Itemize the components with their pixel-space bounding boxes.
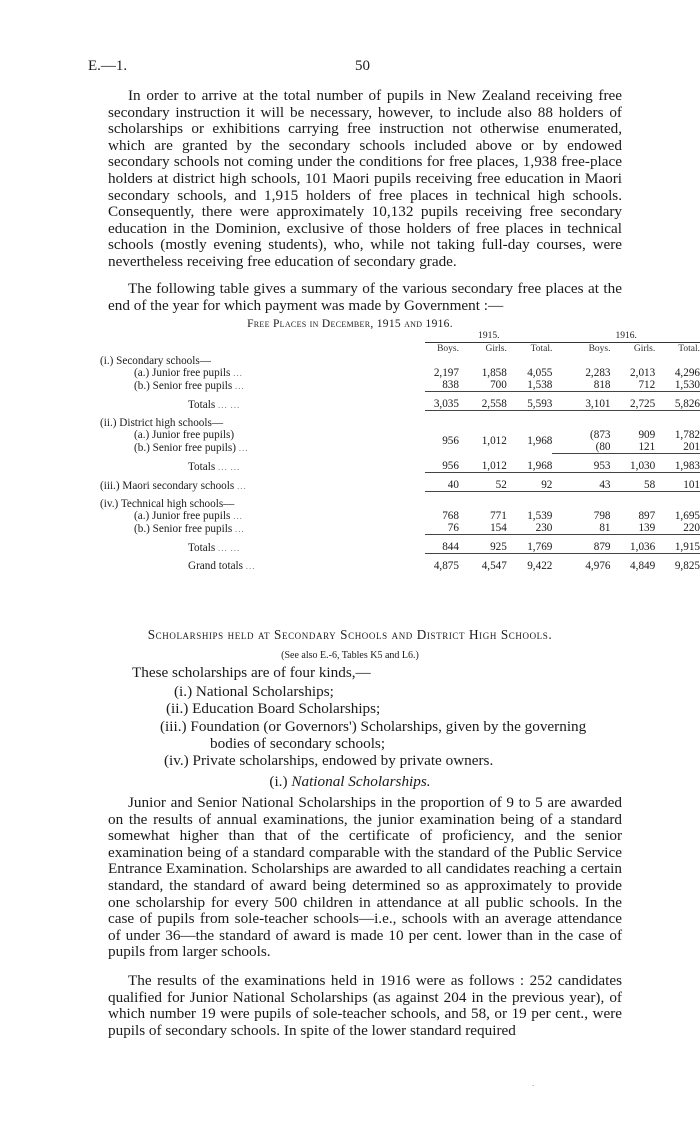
bracket: (: [595, 441, 600, 453]
table-cell: 1,530: [655, 379, 700, 392]
table-cell: 9,422: [527, 560, 553, 572]
table-row-grand-totals: [100, 560, 700, 572]
table-cell: 80: [599, 441, 611, 453]
table-cell: 1,539: [527, 510, 553, 522]
table-row-totals: [100, 398, 700, 411]
leader-dots: ...: [230, 399, 241, 410]
page-mark: .: [532, 1078, 535, 1088]
col-boys-1915: Boys.: [437, 344, 459, 354]
row-label: Totals: [188, 398, 216, 411]
leader-dots: ...: [217, 399, 228, 410]
table-row: [100, 510, 700, 522]
leader-dots: ...: [217, 461, 228, 472]
table-row: [100, 441, 700, 454]
row-label: (iv.) Technical high schools—: [100, 498, 235, 510]
table-cell: 2,725: [611, 398, 656, 411]
table-cell: 220: [655, 522, 700, 535]
scholarship-kinds-list: [160, 683, 630, 769]
table-cell: 52: [459, 479, 507, 492]
row-label: Totals: [188, 460, 216, 473]
paragraph-free-secondary-total: In order to arrive at the total number of pupils in New Zealand receiving free secondary instruction it will be necessary, however, to include also 88 holders of scholarships or exhibitions carrying free instruction not otherwise enumerated, which are granted by the secondary schools included above or by endowed secondary schools not coming under the conditions for free places, 1,938 free-place holders at district high schools, 101 Maori pupils receiving free education in Maori secondary schools, and 1,915 holders of free places in technical high schools. Consequently, there were approximately 10,132 pupils receiving free secondary education in the Dominion, exclusive of those holders of free places in technical schools (mostly evening students), who, while not taking full-day courses, were nevertheless receiving free education of secondary grade.: [108, 87, 622, 270]
leader-dots: ...: [217, 542, 228, 553]
table-row-totals: [100, 541, 700, 554]
table-cell: 3,101: [552, 398, 610, 411]
col-total-1915: Total.: [530, 344, 553, 354]
bracket: ): [232, 441, 236, 454]
year-1915: 1915.: [425, 330, 552, 343]
table-cell: 1,968: [527, 435, 553, 448]
table-cell: 712: [611, 379, 656, 392]
row-label: (a.) Junior free pupils: [134, 510, 231, 522]
row-label: Grand totals: [188, 560, 243, 572]
table-cell: 818: [552, 379, 610, 392]
leader-dots: ...: [233, 511, 243, 521]
row-label: (b.) Senior free pupils: [134, 441, 233, 454]
paragraph-1916-results: The results of the examinations held in 1916 were as follows : 252 candidates qualified for Junior National Scholarships (as against 204 in the previous year), of which number 19 were pupils of sole-teacher schools, and 58, or 19 per cent., were pupils of secondary schools. In spite of the lower standard required: [108, 972, 622, 1039]
table-cell: 1,695: [674, 510, 700, 522]
table-cell: 1,983: [655, 460, 700, 473]
table-cell: 879: [552, 541, 610, 554]
list-item: (i.) National Scholarships;: [174, 683, 334, 700]
table-cell: 1,769: [507, 541, 553, 554]
leader-dots: ...: [233, 368, 243, 378]
subsection-title: National Scholarships.: [291, 773, 431, 790]
table-cell: 230: [507, 522, 553, 535]
table-row: [100, 498, 700, 510]
table-header-row: [100, 343, 700, 356]
table-cell: 844: [425, 541, 459, 554]
row-label: (b.) Senior free pupils: [134, 522, 233, 535]
table-cell: 154: [459, 522, 507, 535]
col-girls-1915: Girls.: [485, 344, 507, 354]
row-label: (a.) Junior free pupils: [134, 429, 231, 441]
table-row: [100, 417, 700, 429]
table-cell: 3,035: [425, 398, 459, 411]
bracket: (: [589, 429, 594, 441]
table-cell: 58: [611, 479, 656, 492]
row-label: (ii.) District high schools—: [100, 417, 224, 429]
table-cell: 1,030: [611, 460, 656, 473]
table-cell: 956: [442, 435, 459, 448]
table-row: [100, 355, 700, 367]
table-cell: 4,849: [630, 560, 656, 572]
row-label: (i.) Secondary schools—: [100, 355, 211, 367]
table-cell: 897: [638, 510, 656, 522]
leader-dots: ...: [245, 561, 256, 571]
scholarships-intro: These scholarships are of four kinds,—: [132, 664, 371, 681]
document-reference: E.—1.: [88, 58, 128, 74]
list-item: (iv.) Private scholarships, endowed by private owners.: [164, 752, 494, 770]
table-cell: 1,036: [611, 541, 656, 554]
table-cell: 1,782: [674, 429, 700, 441]
table-cell: 43: [552, 479, 610, 492]
table-cell: 92: [507, 479, 553, 492]
table-cell: 139: [611, 522, 656, 535]
table-cell: 838: [425, 379, 459, 392]
table-cell: 101: [655, 479, 700, 492]
row-label: (b.) Senior free pupils: [134, 379, 233, 392]
paragraph-table-intro: The following table gives a summary of the various secondary free places at the end of the year for which payment was made by Government :—: [108, 280, 622, 314]
table-cell: 2,283: [585, 367, 611, 379]
table-cell: 4,296: [674, 367, 700, 379]
leader-dots: ...: [234, 380, 245, 391]
table-cell: 798: [593, 510, 611, 522]
table-row: [100, 379, 700, 392]
section-note: (See also E.-6, Tables K5 and L6.): [281, 650, 419, 661]
table-row-totals: [100, 460, 700, 473]
col-boys-1916: Boys.: [588, 344, 611, 354]
table-cell: 700: [459, 379, 507, 392]
table-title: Free Places in December, 1915 and 1916.: [247, 318, 453, 330]
subsection-heading: [0, 773, 700, 791]
table-cell: 1,012: [459, 460, 507, 473]
table-cell: 5,593: [507, 398, 553, 411]
leader-dots: ...: [237, 480, 247, 491]
row-label: (iii.) Maori secondary schools: [100, 479, 235, 492]
section-title: Scholarships held at Secondary Schools and District High Schools.: [147, 627, 553, 642]
table-cell: 2,558: [459, 398, 507, 411]
table-row: [100, 429, 700, 441]
row-label: (a.) Junior free pupils: [134, 367, 231, 379]
table-row: [100, 522, 700, 535]
table-cell: 1,968: [507, 460, 553, 473]
list-item: (iii.) Foundation (or Governors') Scholarships, given by the governing: [160, 717, 587, 735]
table-year-row: [100, 330, 700, 343]
year-1916: 1916.: [552, 330, 700, 343]
table-cell: 40: [425, 479, 459, 492]
free-places-table: [100, 330, 700, 572]
table-cell: 1,538: [507, 379, 553, 392]
leader-dots: ...: [234, 523, 245, 534]
table-cell: 4,547: [481, 560, 507, 572]
table-cell: 5,826: [655, 398, 700, 411]
table-cell: 873: [593, 429, 611, 441]
leader-dots: ...: [230, 542, 241, 553]
table-cell: 121: [611, 441, 656, 454]
paragraph-national-scholarships: Junior and Senior National Scholarships in the proportion of 9 to 5 are awarded on the results of annual examinations, the junior examination being of a standard somewhat higher than that of the certificate of proficiency, and the senior examination being of a standard comparable with the standard of the Public Service Entrance Examination. Scholarships are awarded to all candidates reaching a certain standard, the standard of award being determined so as approximately to provide one scholarship for every 500 children in attendance at all public schools. In the case of pupils from sole-teacher schools—i.e., schools with an average attendance of under 36—the standard of award is made 10 per cent. lower than in the case of pupils from larger schools.: [108, 794, 622, 961]
table-cell: 81: [552, 522, 610, 535]
bracket: ): [230, 429, 235, 441]
table-cell: 4,875: [433, 560, 459, 572]
table-cell: 1,012: [481, 435, 507, 448]
table-row: [100, 479, 700, 492]
table-cell: 953: [552, 460, 610, 473]
table-cell: 201: [655, 441, 700, 454]
list-item: (ii.) Education Board Scholarships;: [166, 700, 381, 718]
leader-dots: ...: [238, 442, 249, 453]
table-cell: 771: [490, 510, 507, 522]
table-cell: 2,013: [630, 367, 656, 379]
row-label: Totals: [188, 541, 216, 554]
table-cell: 1,858: [481, 367, 507, 379]
table-cell: 76: [425, 522, 459, 535]
table-row: [100, 367, 700, 379]
list-item-continuation: bodies of secondary schools;: [210, 734, 386, 752]
subsection-number: (i.): [269, 773, 288, 790]
table-cell: 1,915: [655, 541, 700, 554]
table-cell: 925: [459, 541, 507, 554]
table-cell: 909: [638, 429, 656, 441]
table-cell: 4,976: [585, 560, 611, 572]
leader-dots: ...: [230, 461, 241, 472]
table-cell: 2,197: [433, 367, 459, 379]
table-cell: 768: [442, 510, 459, 522]
page-number: 50: [355, 58, 370, 74]
col-total-1916: Total.: [678, 344, 700, 354]
table-cell: 4,055: [527, 367, 553, 379]
table-cell: 956: [425, 460, 459, 473]
table-cell: 9,825: [674, 560, 700, 572]
col-girls-1916: Girls.: [633, 344, 656, 354]
